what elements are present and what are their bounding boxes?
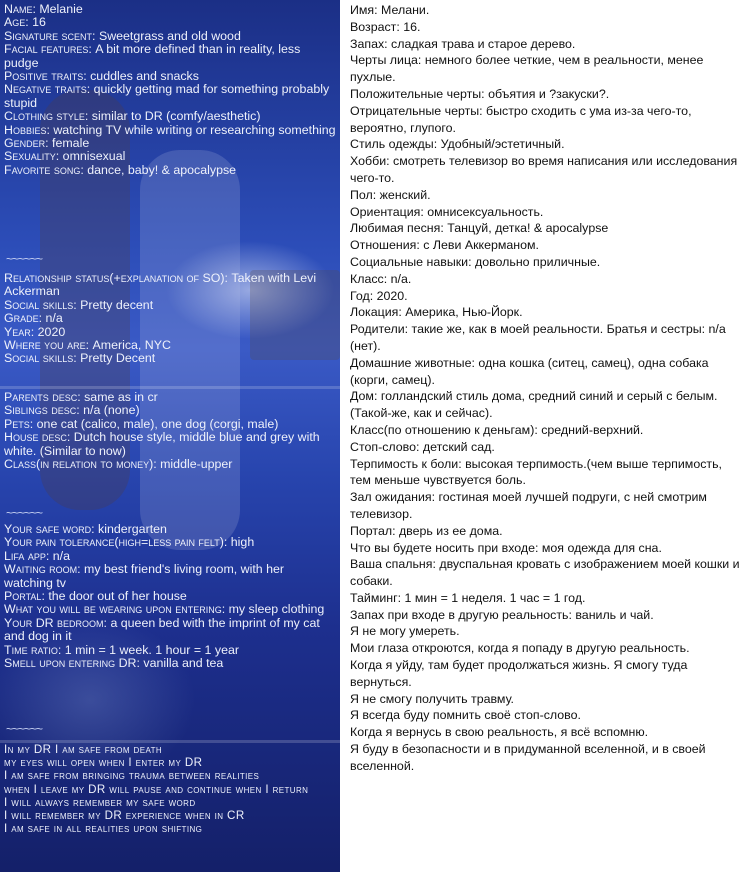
translation-line: Год: 2020.: [350, 288, 408, 303]
field-value: Pretty Decent: [80, 351, 156, 366]
translation-line: Что вы будете носить при входе: моя одежда для сна.: [350, 540, 662, 555]
field-value: female: [52, 136, 90, 151]
translation-line: Портал: дверь из ее дома.: [350, 523, 503, 538]
translation-line: Ориентация: омнисексуальность.: [350, 204, 544, 219]
field-label: Social skills:: [4, 297, 81, 312]
field-value: dance, baby! & apocalypse: [87, 162, 237, 177]
profile-field: [4, 657, 336, 670]
translation-line: Запах при входе в другую реальность: ваниль и чай.: [350, 607, 654, 622]
translation-line: Ваша спальня: двуспальная кровать с изображением моей кошки и собаки.: [350, 557, 740, 589]
profile-field: [4, 124, 336, 137]
field-value: n/a (none): [83, 403, 140, 418]
affirmations-block: [4, 743, 336, 835]
russian-translation-text: [350, 2, 746, 775]
field-label: Time ratio:: [4, 642, 65, 657]
tilde-separator: ~~~~~~: [6, 722, 43, 736]
field-value: America, NYC: [92, 338, 171, 353]
field-label: Negative traits:: [4, 82, 94, 97]
profile-block-family: [4, 391, 336, 471]
photo-text-panel: [0, 0, 340, 872]
field-value: 2020: [37, 324, 66, 339]
profile-block-relationship: [4, 272, 336, 366]
translation-line: Терпимость к боли: высокая терпимость.(чем выше терпимость, тем меньше чувствуется боль.: [350, 456, 722, 488]
translation-line: Стоп-слово: детский сад.: [350, 439, 495, 454]
field-label: Pets:: [4, 416, 37, 431]
field-value: n/a: [52, 548, 70, 563]
field-value: Sweetgrass and old wood: [98, 28, 241, 43]
profile-field: [4, 536, 336, 549]
field-value: the door out of her house: [48, 589, 187, 604]
field-label: What you will be wearing upon entering:: [4, 602, 229, 617]
field-value: middle-upper: [160, 457, 233, 472]
field-value: high: [230, 535, 255, 550]
field-value: quickly getting mad for something probably stupid: [4, 82, 330, 110]
profile-field: [4, 16, 336, 29]
profile-field: [4, 43, 336, 70]
field-value: a queen bed with the imprint of my cat and dog in it: [4, 615, 320, 644]
translation-line: Мои глаза откроются, когда я попаду в другую реальность.: [350, 641, 690, 656]
field-label: Portal:: [4, 589, 49, 604]
profile-field: [4, 418, 336, 431]
panel-divider: [0, 386, 340, 389]
tilde-separator: ~~~~~~: [6, 506, 43, 520]
profile-field: [4, 523, 336, 536]
translation-line: Я не могу умереть.: [350, 624, 460, 639]
profile-field: [4, 404, 336, 417]
field-label: Favorite song:: [4, 162, 88, 177]
translation-line: Социальные навыки: довольно приличные.: [350, 254, 601, 269]
field-label: Relationship status(+explanation of SO):: [4, 271, 232, 285]
profile-field: [4, 110, 336, 123]
field-value: watching TV while writing or researching something: [53, 122, 336, 137]
profile-field: [4, 550, 336, 563]
field-value: cuddles and snacks: [90, 69, 199, 84]
profile-field: [4, 70, 336, 83]
translation-line: Дом: голландский стиль дома, средний синий и серый с белым. (Такой-же, как и сейчас).: [350, 389, 718, 421]
field-label: Parents desc:: [4, 390, 85, 404]
field-value: my sleep clothing: [228, 602, 325, 617]
translation-line: Когда я уйду, там будет продолжаться жизнь. Я смогу туда вернуться.: [350, 658, 688, 689]
translation-line: Возраст: 16.: [350, 19, 421, 34]
affirmation-line: I am safe from bringing trauma between realities: [4, 769, 260, 783]
field-label: Smell upon entering DR:: [4, 656, 144, 671]
field-label: Positive traits:: [4, 69, 91, 84]
translation-line: Я всегда буду помнить своё стоп-слово.: [350, 708, 581, 723]
translation-line: Я буду в безопасности и в придуманной вселенной, и в своей вселенной.: [350, 742, 706, 773]
field-value: Taken with Levi Ackerman: [4, 271, 317, 299]
field-label: Grade:: [4, 311, 46, 326]
tilde-separator: ~~~~~~: [6, 252, 43, 266]
translation-line: Я не смогу получить травму.: [350, 691, 514, 706]
field-label: Your pain tolerance(high=less pain felt):: [4, 535, 231, 550]
field-label: Social skills:: [4, 351, 81, 366]
field-value: my best friend's living room, with her watching tv: [4, 562, 285, 590]
profile-field: [4, 326, 336, 339]
profile-field: [4, 3, 336, 16]
field-label: Facial features:: [4, 42, 96, 57]
translation-line: Любимая песня: Танцуй, детка! & apocalypse: [350, 221, 609, 236]
field-value: similar to DR (comfy/aesthetic): [91, 109, 261, 124]
translation-line: Пол: женский.: [350, 187, 431, 202]
translation-line: Хобби: смотреть телевизор во время написания или исследования чего-то.: [350, 154, 738, 185]
field-value: A bit more defined than in reality, less pudge: [4, 42, 301, 70]
field-label: Siblings desc:: [4, 403, 84, 418]
translation-line: Родители: такие же, как в моей реальности. Братья и сестры: n/a (нет).: [350, 322, 726, 353]
profile-field: [4, 299, 336, 312]
profile-field: [4, 30, 336, 43]
profile-field: [4, 391, 336, 404]
field-value: 1 min = 1 week. 1 hour = 1 year: [64, 642, 239, 657]
affirmation-line: my eyes will open when I enter my DR: [4, 756, 203, 770]
profile-field: [4, 272, 336, 299]
translation-line: Домашние животные: одна кошка (ситец, самец), одна собака (корги, самец).: [350, 355, 709, 387]
field-label: Class(in relation to money):: [4, 457, 161, 472]
field-value: Pretty decent: [80, 297, 154, 312]
translation-line: Класс: n/a.: [350, 271, 412, 286]
profile-field: [4, 458, 336, 471]
field-value: same as in cr: [84, 390, 158, 404]
field-value: Melanie: [39, 2, 83, 16]
affirmation-line: In my DR I am safe from death: [4, 743, 163, 756]
profile-field: [4, 352, 336, 365]
field-label: Lifa app:: [4, 548, 53, 563]
field-label: Name:: [4, 2, 40, 16]
field-value: vanilla and tea: [143, 656, 224, 671]
profile-field: [4, 563, 336, 590]
translation-line: Имя: Мелани.: [350, 3, 430, 17]
translation-line: Положительные черты: объятия и ?закуски?.: [350, 86, 610, 101]
profile-field: [4, 150, 336, 163]
field-label: Your DR bedroom:: [4, 615, 111, 630]
translation-line: Класс(по отношению к деньгам): средний-верхний.: [350, 422, 644, 437]
translation-line: Когда я вернусь в свою реальность, я всё вспомню.: [350, 725, 649, 740]
profile-field: [4, 83, 336, 110]
field-label: Signature scent:: [4, 28, 99, 43]
translation-line: Зал ожидания: гостиная моей лучшей подруги, с ней смотрим телевизор.: [350, 490, 707, 521]
profile-block-basic: [4, 3, 336, 177]
field-label: Waiting room:: [4, 562, 85, 577]
field-label: Hobbies:: [4, 122, 54, 137]
field-label: Sexuality:: [4, 149, 63, 164]
translation-line: Отрицательные черты: быстро сходить с ума из-за чего-то, вероятно, глупого.: [350, 103, 692, 135]
profile-field: [4, 339, 336, 352]
translation-line: Стиль одежды: Удобный/эстетичный.: [350, 137, 565, 152]
field-value: 16: [32, 15, 46, 30]
affirmation-line: I will remember my DR experience when in CR: [4, 809, 245, 823]
field-label: Clothing style:: [4, 109, 92, 124]
affirmation-line: I will always remember my safe word: [4, 795, 196, 809]
field-label: Gender:: [4, 136, 53, 151]
profile-field: [4, 312, 336, 325]
field-label: Age:: [4, 15, 33, 30]
translation-line: Запах: сладкая трава и старое дерево.: [350, 36, 576, 51]
field-label: Year:: [4, 324, 38, 339]
translation-line: Тайминг: 1 мин = 1 неделя. 1 час = 1 год.: [350, 590, 586, 605]
field-label: House desc:: [4, 430, 74, 445]
profile-field: [4, 617, 336, 644]
field-label: Where you are:: [4, 338, 93, 353]
profile-field: [4, 590, 336, 603]
profile-field: [4, 164, 336, 177]
profile-field: [4, 644, 336, 657]
field-value: n/a: [45, 311, 63, 326]
field-value: Dutch house style, middle blue and grey with white. (Similar to now): [4, 430, 320, 458]
profile-block-shifting: [4, 523, 336, 670]
affirmation-line: when I leave my DR will pause and continue when I return: [4, 782, 309, 796]
field-value: omnisexual: [62, 149, 126, 164]
affirmation-line: I am safe in all realities upon shifting: [4, 822, 203, 836]
field-value: kindergarten: [98, 522, 167, 536]
profile-field: [4, 137, 336, 150]
translation-line: Отношения: с Леви Аккерманом.: [350, 238, 539, 253]
field-label: Your safe word:: [4, 522, 99, 536]
translation-line: Локация: Америка, Нью-Йорк.: [350, 305, 523, 320]
translation-line: Черты лица: немного более четкие, чем в реальности, менее пухлые.: [350, 53, 704, 85]
profile-field: [4, 603, 336, 616]
profile-field: [4, 431, 336, 458]
field-value: one cat (calico, male), one dog (corgi, male): [36, 416, 279, 431]
